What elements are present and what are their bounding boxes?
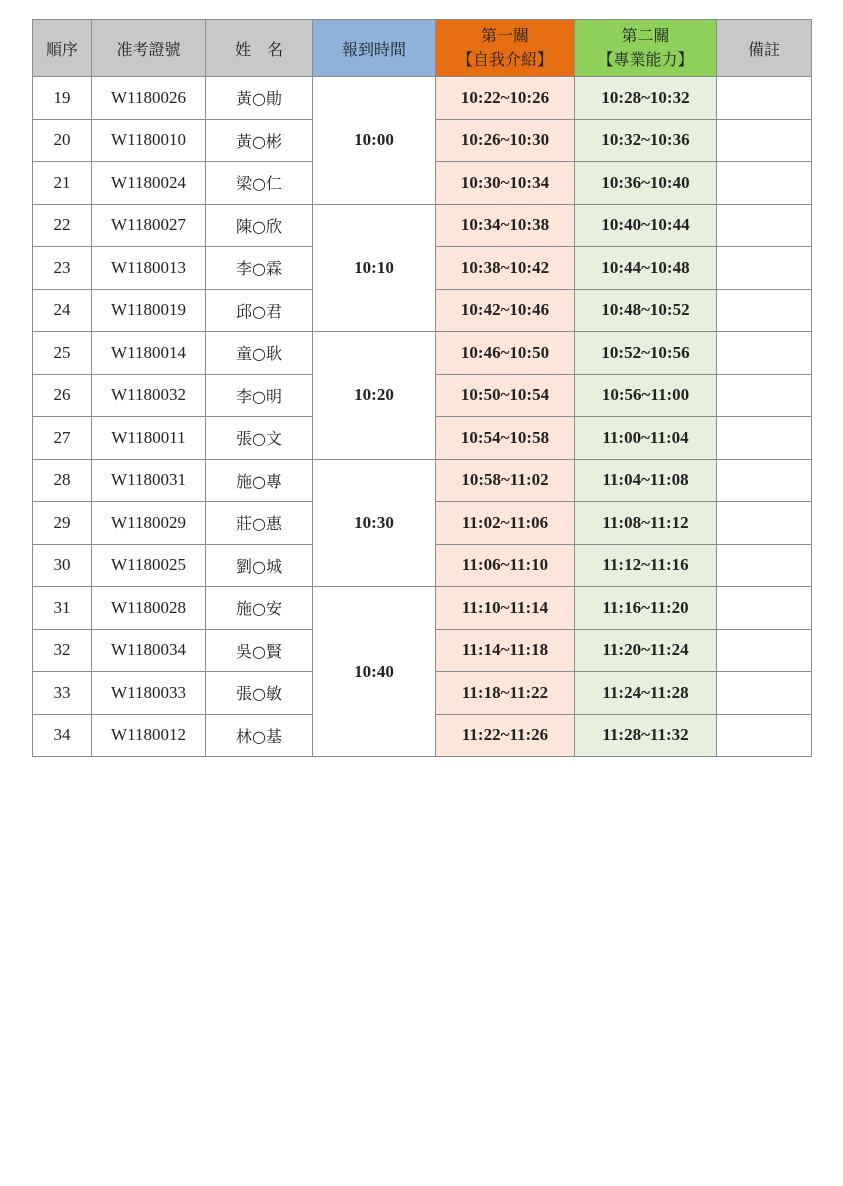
checkin-time-cell: 10:10	[313, 204, 436, 332]
stage2-time-cell: 11:04~11:08	[575, 459, 717, 502]
stage2-time-cell: 11:08~11:12	[575, 502, 717, 545]
stage2-time-cell: 11:00~11:04	[575, 417, 717, 460]
remark-cell	[717, 332, 812, 375]
seq-cell: 33	[33, 672, 92, 715]
stage2-time-cell: 11:12~11:16	[575, 544, 717, 587]
remark-cell	[717, 77, 812, 120]
seq-cell: 27	[33, 417, 92, 460]
schedule-body	[33, 77, 812, 757]
seq-cell: 31	[33, 587, 92, 630]
stage2-time-cell: 10:40~10:44	[575, 204, 717, 247]
table-row	[33, 204, 812, 247]
seq-cell: 22	[33, 204, 92, 247]
seq-cell: 34	[33, 714, 92, 757]
exam-id-cell: W1180034	[92, 629, 206, 672]
header-row	[33, 20, 812, 77]
exam-id-cell: W1180024	[92, 162, 206, 205]
exam-id-cell: W1180019	[92, 289, 206, 332]
remark-cell	[717, 502, 812, 545]
name-cell: 童○耿	[206, 332, 313, 375]
stage2-time-cell: 10:28~10:32	[575, 77, 717, 120]
name-cell: 施○專	[206, 459, 313, 502]
header-stage2	[575, 20, 717, 77]
exam-id-cell: W1180013	[92, 247, 206, 290]
remark-cell	[717, 672, 812, 715]
stage1-time-cell: 10:50~10:54	[436, 374, 575, 417]
seq-cell: 23	[33, 247, 92, 290]
exam-id-cell: W1180014	[92, 332, 206, 375]
stage2-time-cell: 11:28~11:32	[575, 714, 717, 757]
seq-cell: 21	[33, 162, 92, 205]
stage2-time-cell: 10:44~10:48	[575, 247, 717, 290]
name-cell: 劉○城	[206, 544, 313, 587]
exam-id-cell: W1180011	[92, 417, 206, 460]
remark-cell	[717, 374, 812, 417]
exam-id-cell: W1180027	[92, 204, 206, 247]
name-cell: 施○安	[206, 587, 313, 630]
name-cell: 邱○君	[206, 289, 313, 332]
name-cell: 陳○欣	[206, 204, 313, 247]
stage1-time-cell: 11:14~11:18	[436, 629, 575, 672]
checkin-time-cell: 10:20	[313, 332, 436, 460]
stage1-time-cell: 11:02~11:06	[436, 502, 575, 545]
remark-cell	[717, 459, 812, 502]
header-seq: 順序	[33, 20, 92, 77]
header-stage1	[436, 20, 575, 77]
stage1-time-cell: 10:54~10:58	[436, 417, 575, 460]
stage1-time-cell: 10:34~10:38	[436, 204, 575, 247]
stage2-time-cell: 11:16~11:20	[575, 587, 717, 630]
exam-id-cell: W1180028	[92, 587, 206, 630]
header-stage2-title: 第二關	[621, 26, 670, 45]
header-remark: 備註	[717, 20, 812, 77]
stage1-time-cell: 10:58~11:02	[436, 459, 575, 502]
name-cell: 林○基	[206, 714, 313, 757]
table-row	[33, 587, 812, 630]
table-row	[33, 332, 812, 375]
seq-cell: 32	[33, 629, 92, 672]
stage2-time-cell: 10:32~10:36	[575, 119, 717, 162]
exam-id-cell: W1180031	[92, 459, 206, 502]
name-cell: 張○文	[206, 417, 313, 460]
stage1-time-cell: 10:38~10:42	[436, 247, 575, 290]
name-cell: 梁○仁	[206, 162, 313, 205]
stage1-time-cell: 10:30~10:34	[436, 162, 575, 205]
checkin-time-cell: 10:40	[313, 587, 436, 757]
name-cell: 李○明	[206, 374, 313, 417]
name-cell: 黃○彬	[206, 119, 313, 162]
remark-cell	[717, 587, 812, 630]
remark-cell	[717, 289, 812, 332]
remark-cell	[717, 204, 812, 247]
name-cell: 黃○勛	[206, 77, 313, 120]
header-exam-id: 准考證號	[92, 20, 206, 77]
seq-cell: 28	[33, 459, 92, 502]
header-stage2-subtitle: 【專業能力】	[597, 50, 694, 69]
exam-id-cell: W1180029	[92, 502, 206, 545]
table-row	[33, 459, 812, 502]
seq-cell: 20	[33, 119, 92, 162]
stage1-time-cell: 10:26~10:30	[436, 119, 575, 162]
stage1-time-cell: 11:10~11:14	[436, 587, 575, 630]
stage1-time-cell: 11:06~11:10	[436, 544, 575, 587]
stage2-time-cell: 10:52~10:56	[575, 332, 717, 375]
header-stage1-title: 第一關	[480, 26, 529, 45]
remark-cell	[717, 544, 812, 587]
checkin-time-cell: 10:00	[313, 77, 436, 205]
header-name: 姓 名	[206, 20, 313, 77]
stage1-time-cell: 10:42~10:46	[436, 289, 575, 332]
header-stage1-subtitle: 【自我介紹】	[456, 50, 553, 69]
stage2-time-cell: 10:48~10:52	[575, 289, 717, 332]
name-cell: 張○敏	[206, 672, 313, 715]
name-cell: 吳○賢	[206, 629, 313, 672]
seq-cell: 19	[33, 77, 92, 120]
stage2-time-cell: 11:20~11:24	[575, 629, 717, 672]
exam-id-cell: W1180025	[92, 544, 206, 587]
interview-schedule-table	[32, 19, 812, 757]
stage2-time-cell: 11:24~11:28	[575, 672, 717, 715]
exam-id-cell: W1180033	[92, 672, 206, 715]
exam-id-cell: W1180026	[92, 77, 206, 120]
remark-cell	[717, 247, 812, 290]
name-cell: 李○霖	[206, 247, 313, 290]
checkin-time-cell: 10:30	[313, 459, 436, 587]
stage1-time-cell: 10:46~10:50	[436, 332, 575, 375]
exam-id-cell: W1180012	[92, 714, 206, 757]
stage1-time-cell: 11:18~11:22	[436, 672, 575, 715]
remark-cell	[717, 714, 812, 757]
exam-id-cell: W1180010	[92, 119, 206, 162]
remark-cell	[717, 417, 812, 460]
seq-cell: 26	[33, 374, 92, 417]
exam-id-cell: W1180032	[92, 374, 206, 417]
seq-cell: 25	[33, 332, 92, 375]
stage1-time-cell: 11:22~11:26	[436, 714, 575, 757]
header-checkin-time: 報到時間	[313, 20, 436, 77]
seq-cell: 29	[33, 502, 92, 545]
stage2-time-cell: 10:36~10:40	[575, 162, 717, 205]
remark-cell	[717, 629, 812, 672]
remark-cell	[717, 162, 812, 205]
name-cell: 莊○惠	[206, 502, 313, 545]
stage1-time-cell: 10:22~10:26	[436, 77, 575, 120]
table-row	[33, 77, 812, 120]
seq-cell: 30	[33, 544, 92, 587]
remark-cell	[717, 119, 812, 162]
stage2-time-cell: 10:56~11:00	[575, 374, 717, 417]
seq-cell: 24	[33, 289, 92, 332]
